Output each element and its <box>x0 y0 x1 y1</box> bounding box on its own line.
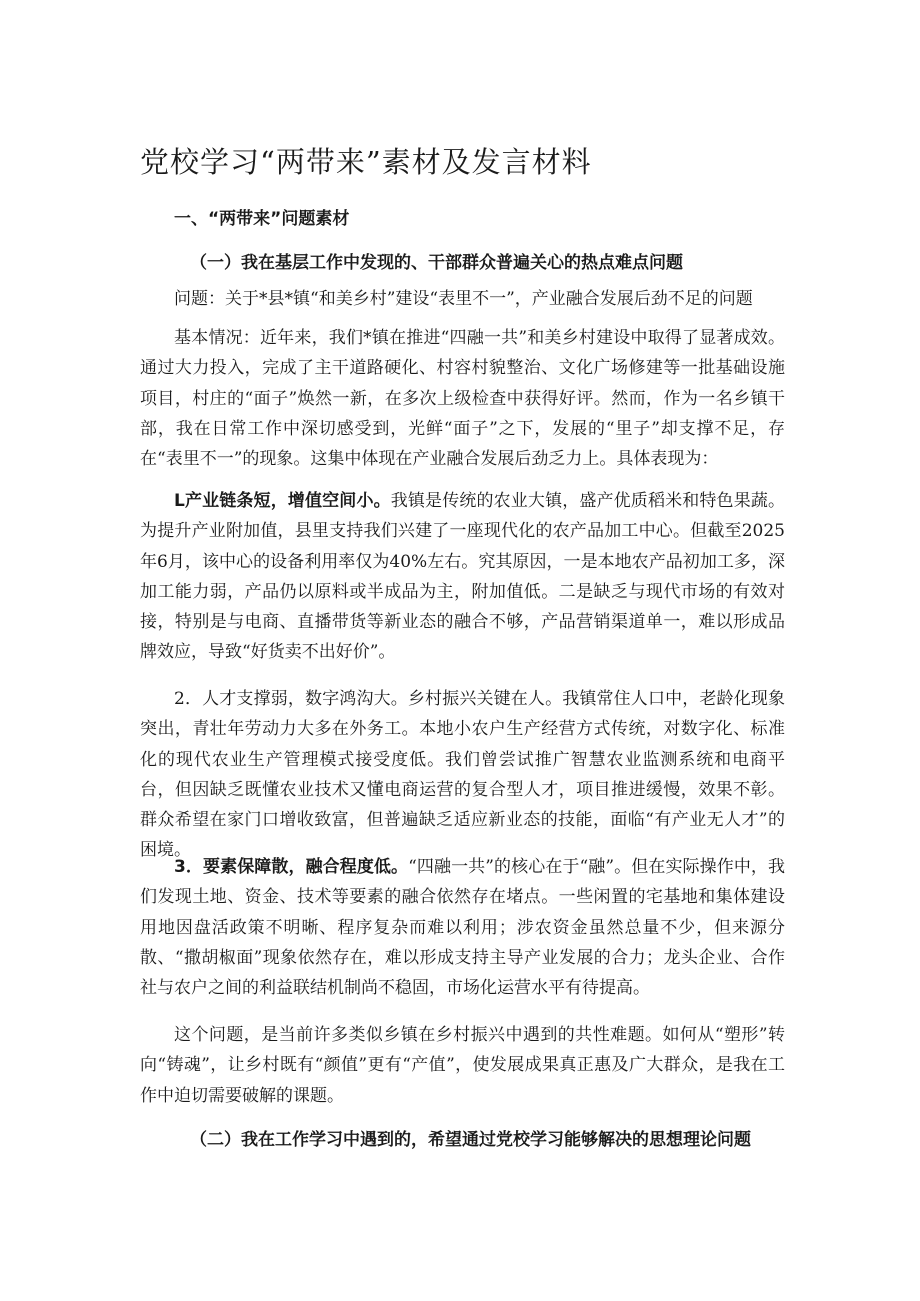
point-1-body: 我镇是传统的农业大镇，盛产优质稻米和特色果蔬。为提升产业附加值，县里支持我们兴建了一座现代化的农产品加工中心。但截至2025年6月，该中心的设备利用率仅为40%左右。究其原因，一是本地农产品初加工多，深加工能力弱，产品仍以原料或半成品为主，附加值低。二是缺乏与现代市场的有效对接，特别是与电商、直播带货等新业态的融合不够，产品营销渠道单一，难以形成品牌效应，导致“好货卖不出好价”。 <box>140 491 785 663</box>
subsection-heading-2: （二）我在工作学习中遇到的，希望通过党校学习能够解决的思想理论问题 <box>190 1130 751 1150</box>
question-paragraph: 问题：关于*县*镇“和美乡村”建设“表里不一”，产业融合发展后劲不足的问题 <box>174 289 753 309</box>
point-2-lead: 2．人才支撑弱，数字鸿沟大。 <box>174 689 408 709</box>
point-3-lead: 3．要素保障散，融合程度低。 <box>174 857 409 877</box>
point-3-body: “四融一共”的核心在于“融”。但在实际操作中，我们发现土地、资金、技术等要素的融合依然存在堵点。一些闲置的宅基地和集体建设用地因盘活政策不明晰、程序复杂而难以利用；涉农资金虽然总量不少，但来源分散、“撒胡椒面”现象依然存在，难以形成支持主导产业发展的合力；龙头企业、合作社与农户之间的利益联结机制尚不稳固，市场化运营水平有待提高。 <box>140 857 786 999</box>
section-heading-1: 一、“两带来”问题素材 <box>174 209 350 229</box>
point-2-body: 乡村振兴关键在人。我镇常住人口中，老龄化现象突出，青壮年劳动力大多在外务工。本地小农户生产经营方式传统，对数字化、标准化的现代农业生产管理模式接受度低。我们曾尝试推广智慧农业监测系统和电商平台，但因缺乏既懂农业技术又懂电商运营的复合型人才，项目推进缓慢，效果不彰。群众希望在家门口增收致富，但普遍缺乏适应新业态的技能，面临“有产业无人才”的困境。 <box>140 689 785 861</box>
point-1-paragraph <box>140 486 785 668</box>
conclusion-paragraph: 这个问题，是当前许多类似乡镇在乡村振兴中遇到的共性难题。如何从“塑形”转向“铸魂”，让乡村既有“颜值”更有“产值”，使发展成果真正惠及广大群众，是我在工作中迫切需要破解的课题。 <box>140 1025 785 1106</box>
point-3-paragraph <box>140 852 785 1003</box>
subsection-heading-1: （一）我在基层工作中发现的、干部群众普遍关心的热点难点问题 <box>190 253 683 273</box>
point-2-paragraph <box>140 684 785 866</box>
point-1-lead: L产业链条短，增值空间小。 <box>174 491 391 511</box>
document-title: 党校学习“两带来”素材及发言材料 <box>140 145 592 179</box>
basic-situation-paragraph: 基本情况：近年来，我们*镇在推进“四融一共”和美乡村建设中取得了显著成效。通过大力投入，完成了主干道路硬化、村容村貌整治、文化广场修建等一批基础设施项目，村庄的“面子”焕然一新，在多次上级检查中获得好评。然而，作为一名乡镇干部，我在日常工作中深切感受到，光鲜“面子”之下，发展的“里子”却支撑不足，存在“表里不一”的现象。这集中体现在产业融合发展后劲乏力上。具体表现为： <box>140 328 785 470</box>
